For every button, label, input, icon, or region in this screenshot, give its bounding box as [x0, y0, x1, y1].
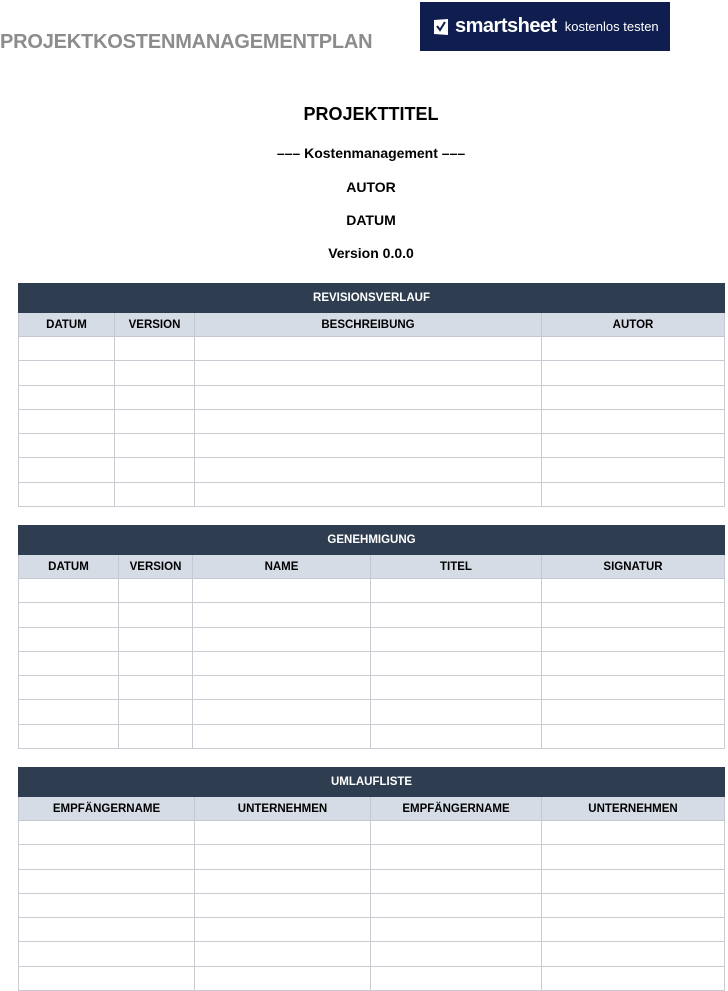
table-row	[19, 918, 725, 942]
table-cell[interactable]	[542, 966, 725, 990]
table-cell[interactable]	[195, 458, 542, 482]
table-row	[19, 869, 725, 893]
table-cell[interactable]	[19, 458, 115, 482]
table-cell[interactable]	[195, 361, 542, 385]
column-header: NAME	[193, 555, 371, 579]
table-cell[interactable]	[19, 869, 195, 893]
table-cell[interactable]	[19, 651, 119, 675]
table-cell[interactable]	[371, 821, 542, 845]
table-row	[19, 942, 725, 966]
table-cell[interactable]	[19, 579, 119, 603]
free-trial-link[interactable]: kostenlos testen	[564, 19, 659, 34]
table-cell[interactable]	[195, 918, 371, 942]
table-cell[interactable]	[542, 361, 725, 385]
table-cell[interactable]	[542, 869, 725, 893]
column-header: VERSION	[115, 313, 195, 337]
table-row	[19, 361, 725, 385]
table-row	[19, 579, 725, 603]
approval-title: GENEHMIGUNG	[19, 526, 725, 555]
table-cell[interactable]	[195, 966, 371, 990]
table-cell[interactable]	[19, 942, 195, 966]
table-cell[interactable]	[371, 918, 542, 942]
revision-history-table	[18, 283, 725, 507]
table-row	[19, 385, 725, 409]
table-cell[interactable]	[542, 821, 725, 845]
table-cell[interactable]	[542, 385, 725, 409]
table-cell[interactable]	[542, 724, 725, 748]
table-cell[interactable]	[19, 845, 195, 869]
table-cell[interactable]	[371, 845, 542, 869]
table-cell[interactable]	[542, 651, 725, 675]
table-cell[interactable]	[371, 700, 542, 724]
table-cell[interactable]	[19, 482, 115, 506]
table-cell[interactable]	[542, 337, 725, 361]
distribution-list-title: UMLAUFLISTE	[19, 768, 725, 797]
table-cell[interactable]	[195, 337, 542, 361]
table-cell[interactable]	[542, 458, 725, 482]
table-cell[interactable]	[195, 385, 542, 409]
table-row	[19, 409, 725, 433]
table-cell[interactable]	[542, 845, 725, 869]
table-cell[interactable]	[193, 724, 371, 748]
table-cell[interactable]	[19, 724, 119, 748]
smartsheet-trial-banner[interactable]	[420, 2, 670, 51]
table-cell[interactable]	[371, 966, 542, 990]
table-cell[interactable]	[542, 409, 725, 433]
table-cell[interactable]	[371, 603, 542, 627]
table-cell[interactable]	[19, 893, 195, 917]
smartsheet-brand: smartsheet	[455, 15, 557, 37]
table-cell[interactable]	[115, 409, 195, 433]
table-cell[interactable]	[115, 482, 195, 506]
table-cell[interactable]	[115, 337, 195, 361]
table-cell[interactable]	[195, 869, 371, 893]
table-cell[interactable]	[542, 603, 725, 627]
table-row	[19, 627, 725, 651]
table-cell[interactable]	[119, 627, 193, 651]
table-cell[interactable]	[371, 893, 542, 917]
column-header: DATUM	[19, 313, 115, 337]
column-header: EMPFÄNGERNAME	[19, 797, 195, 821]
table-cell[interactable]	[542, 918, 725, 942]
approval-table	[18, 525, 725, 749]
column-header: SIGNATUR	[542, 555, 725, 579]
table-cell[interactable]	[195, 434, 542, 458]
table-cell[interactable]	[193, 579, 371, 603]
table-cell[interactable]	[193, 700, 371, 724]
table-cell[interactable]	[119, 700, 193, 724]
column-header: AUTOR	[542, 313, 725, 337]
column-header: DATUM	[19, 555, 119, 579]
table-cell[interactable]	[119, 651, 193, 675]
table-cell[interactable]	[195, 409, 542, 433]
project-title: PROJEKTTITEL	[303, 104, 439, 124]
table-cell[interactable]	[19, 409, 115, 433]
distribution-list-table	[18, 767, 725, 991]
table-row	[19, 700, 725, 724]
table-cell[interactable]	[19, 361, 115, 385]
column-header: EMPFÄNGERNAME	[371, 797, 542, 821]
table-cell[interactable]	[193, 603, 371, 627]
table-cell[interactable]	[115, 361, 195, 385]
table-cell[interactable]	[19, 918, 195, 942]
table-cell[interactable]	[193, 676, 371, 700]
column-header: VERSION	[119, 555, 193, 579]
table-cell[interactable]	[542, 579, 725, 603]
table-cell[interactable]	[195, 893, 371, 917]
table-cell[interactable]	[19, 434, 115, 458]
table-cell[interactable]	[371, 579, 542, 603]
table-cell[interactable]	[195, 482, 542, 506]
column-header: UNTERNEHMEN	[542, 797, 725, 821]
table-cell[interactable]	[371, 942, 542, 966]
table-row	[19, 893, 725, 917]
author-placeholder: AUTOR	[346, 179, 396, 195]
table-cell[interactable]	[371, 724, 542, 748]
table-cell[interactable]	[542, 700, 725, 724]
table-row	[19, 337, 725, 361]
table-cell[interactable]	[115, 458, 195, 482]
revision-history-title: REVISIONSVERLAUF	[19, 284, 725, 313]
smartsheet-check-logo-icon	[434, 19, 448, 35]
column-header: UNTERNEHMEN	[195, 797, 371, 821]
table-cell[interactable]	[542, 482, 725, 506]
table-cell[interactable]	[371, 627, 542, 651]
table-cell[interactable]	[542, 942, 725, 966]
subtitle: ––– Kostenmanagement –––	[276, 145, 466, 161]
table-row	[19, 845, 725, 869]
table-cell[interactable]	[195, 942, 371, 966]
table-cell[interactable]	[195, 845, 371, 869]
table-cell[interactable]	[19, 821, 195, 845]
version-label: Version 0.0.0	[328, 245, 414, 261]
date-placeholder: DATUM	[346, 212, 396, 228]
table-cell[interactable]	[542, 627, 725, 651]
column-header: TITEL	[371, 555, 542, 579]
table-cell[interactable]	[542, 893, 725, 917]
table-row	[19, 482, 725, 506]
column-header: BESCHREIBUNG	[195, 313, 542, 337]
table-row	[19, 966, 725, 990]
table-cell[interactable]	[19, 627, 119, 651]
table-row	[19, 724, 725, 748]
table-cell[interactable]	[119, 603, 193, 627]
table-cell[interactable]	[371, 676, 542, 700]
table-row	[19, 676, 725, 700]
table-cell[interactable]	[195, 821, 371, 845]
table-row	[19, 821, 725, 845]
table-cell[interactable]	[19, 676, 119, 700]
table-cell[interactable]	[19, 700, 119, 724]
table-row	[19, 458, 725, 482]
table-cell[interactable]	[193, 651, 371, 675]
table-cell[interactable]	[19, 385, 115, 409]
table-cell[interactable]	[19, 337, 115, 361]
table-cell[interactable]	[115, 385, 195, 409]
table-cell[interactable]	[119, 724, 193, 748]
table-cell[interactable]	[119, 676, 193, 700]
document-title: PROJEKTKOSTENMANAGEMENTPLAN	[0, 31, 373, 53]
table-row	[19, 434, 725, 458]
table-row	[19, 651, 725, 675]
table-cell[interactable]	[371, 651, 542, 675]
table-cell[interactable]	[119, 579, 193, 603]
table-cell[interactable]	[542, 434, 725, 458]
table-cell[interactable]	[19, 603, 119, 627]
table-row	[19, 603, 725, 627]
table-cell[interactable]	[542, 676, 725, 700]
table-cell[interactable]	[115, 434, 195, 458]
table-cell[interactable]	[371, 869, 542, 893]
table-cell[interactable]	[193, 627, 371, 651]
table-cell[interactable]	[19, 966, 195, 990]
